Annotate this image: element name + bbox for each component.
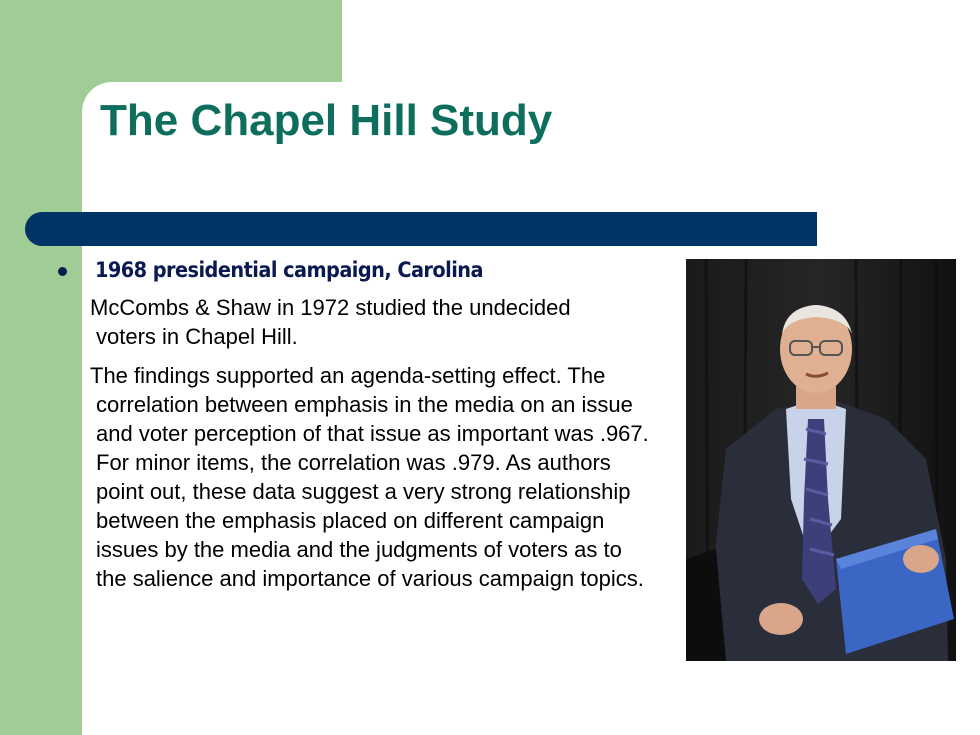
bullet-item: [58, 258, 517, 282]
slide-title: The Chapel Hill Study: [100, 96, 553, 145]
portrait-photo: [686, 259, 956, 661]
bullet-dot-icon: [58, 267, 67, 276]
title-divider-bar: [25, 212, 817, 246]
bullet-heading: 1968 presidential campaign, Carolina: [95, 258, 483, 282]
body-paragraph-1: McCombs & Shaw in 1972 studied the undecided voters in Chapel Hill.: [90, 295, 571, 349]
left-green-band: [0, 0, 82, 735]
body-paragraph-2: The findings supported an agenda-setting effect. The correlation between emphasis in the media on an issue and voter perception of that issue as important was .967. For minor items, the correlation was .979. As authors point out, these data suggest a very strong relationship between the emphasis placed on different campaign issues by the media and the judgments of voters as to the salience and importance of various campaign topics.: [90, 363, 649, 591]
top-green-band: [0, 0, 342, 82]
